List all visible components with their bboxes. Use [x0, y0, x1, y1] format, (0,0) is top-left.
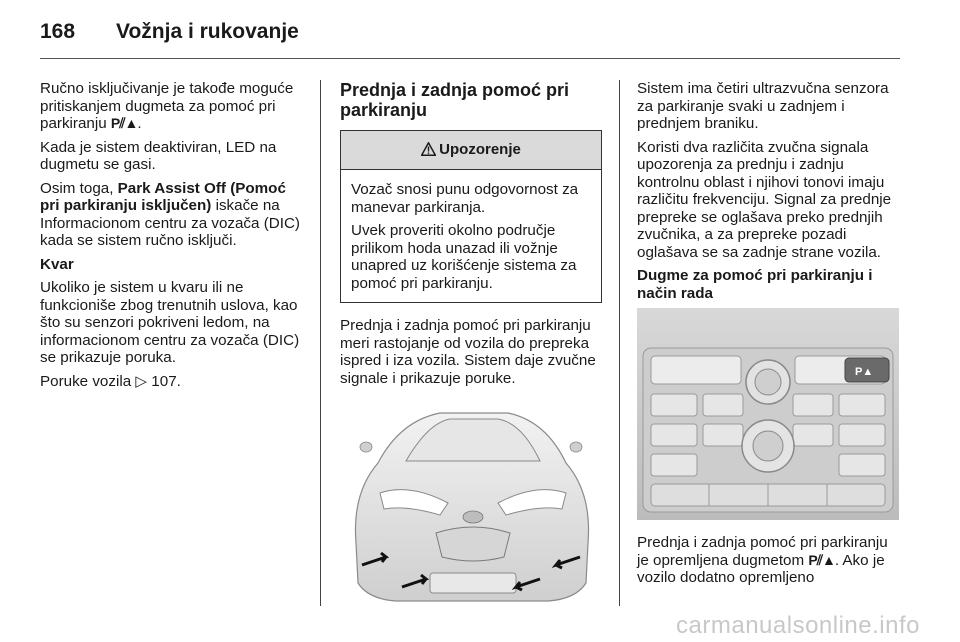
warning-box: [340, 130, 602, 303]
park-assist-off-label: Park Assist Off (Pomoć pri parkiranju isključen): [40, 179, 286, 214]
watermark: carmanualsonline.info: [676, 612, 920, 639]
section-heading: Prednja i zadnja pomoć pri parkiranju: [340, 80, 570, 120]
warning-text-2: Uvek proveriti okolno područje prilikom hoda unazad ili vožnje unapred uz korišćenje sistema za pomoć pri parkiranju.: [351, 222, 577, 292]
right-column: [637, 80, 901, 593]
column-divider-right: [619, 80, 620, 606]
park-assist-symbol-icon: P⫽▲: [110, 115, 138, 131]
system-description-paragraph: Prednja i zadnja pomoć pri parkiranju meri rastojanje od vozila do prepreka ispred i iza vozila. Sistem daje zvučne signale i prikazuje poruke.: [340, 317, 596, 387]
warning-triangle-icon: [421, 133, 436, 171]
dic-message-paragraph: Osim toga, Park Assist Off (Pomoć pri parkiranju isključen) iskače na Informacionom centru za vozača (DIC) kada se sistem ručno isključi.: [40, 179, 300, 249]
fault-paragraph: Ukoliko je sistem u kvaru ili ne funkcioniše zbog trenutnih uslova, kao što su senzori pokriveni ledom, na informacionom centru za vozača (DIC) se prikazuje poruka.: [40, 279, 300, 366]
column-divider-left: [320, 80, 321, 606]
sensors-paragraph: Sistem ima četiri ultrazvučna senzora za parkiranje svaki u zadnjem i prednjem braniku.: [637, 80, 889, 132]
page-reference-arrow-icon: ▷: [135, 372, 148, 390]
signals-paragraph: Koristi dva različita zvučna signala upozorenja za prednju i zadnju kontrolnu oblast i njihovi tonovi imaju različitu frekvenciju. Signal za prednje prepreke se oglašava preko prednjih zvučnika, a za prepreke pozadi oglašava se sa zadnje strane vozila.: [637, 138, 892, 261]
header-rule: [40, 58, 900, 59]
manual-switch-off-paragraph: Ručno isključivanje je takođe moguće pritiskanjem dugmeta za pomoć pri parkiranju P⫽▲.: [40, 80, 294, 132]
warning-body: [341, 170, 601, 302]
page-number: 168: [40, 20, 76, 43]
park-assist-button-panel-photo: [637, 308, 899, 520]
warning-title: Upozorenje: [439, 141, 521, 158]
button-paragraph: Prednja i zadnja pomoć pri parkiranju je opremljena dugmetom P⫽▲. Ako je vozilo dodatno opremljeno: [637, 534, 888, 586]
fault-heading: Kvar: [40, 255, 74, 273]
svg-text:P▲: P▲: [855, 366, 874, 378]
reference-paragraph[interactable]: Poruke vozila ▷ 107.: [40, 372, 181, 390]
park-assist-symbol-icon: P⫽▲: [808, 551, 835, 568]
button-mode-heading: Dugme za pomoć pri parkiranju i način rada: [637, 267, 873, 302]
warning-header: [341, 131, 601, 170]
chapter-title: Vožnja i rukovanje: [116, 20, 299, 43]
warning-text-1: Vozač snosi punu odgovornost za manevar parkiranja.: [351, 181, 579, 216]
led-off-paragraph: Kada je sistem deaktiviran, LED na dugmetu se gasi.: [40, 138, 277, 173]
car-sensor-illustration: [340, 393, 602, 615]
left-column: [40, 80, 302, 396]
page-reference-link[interactable]: 107.: [147, 372, 181, 390]
middle-column: [340, 80, 602, 615]
